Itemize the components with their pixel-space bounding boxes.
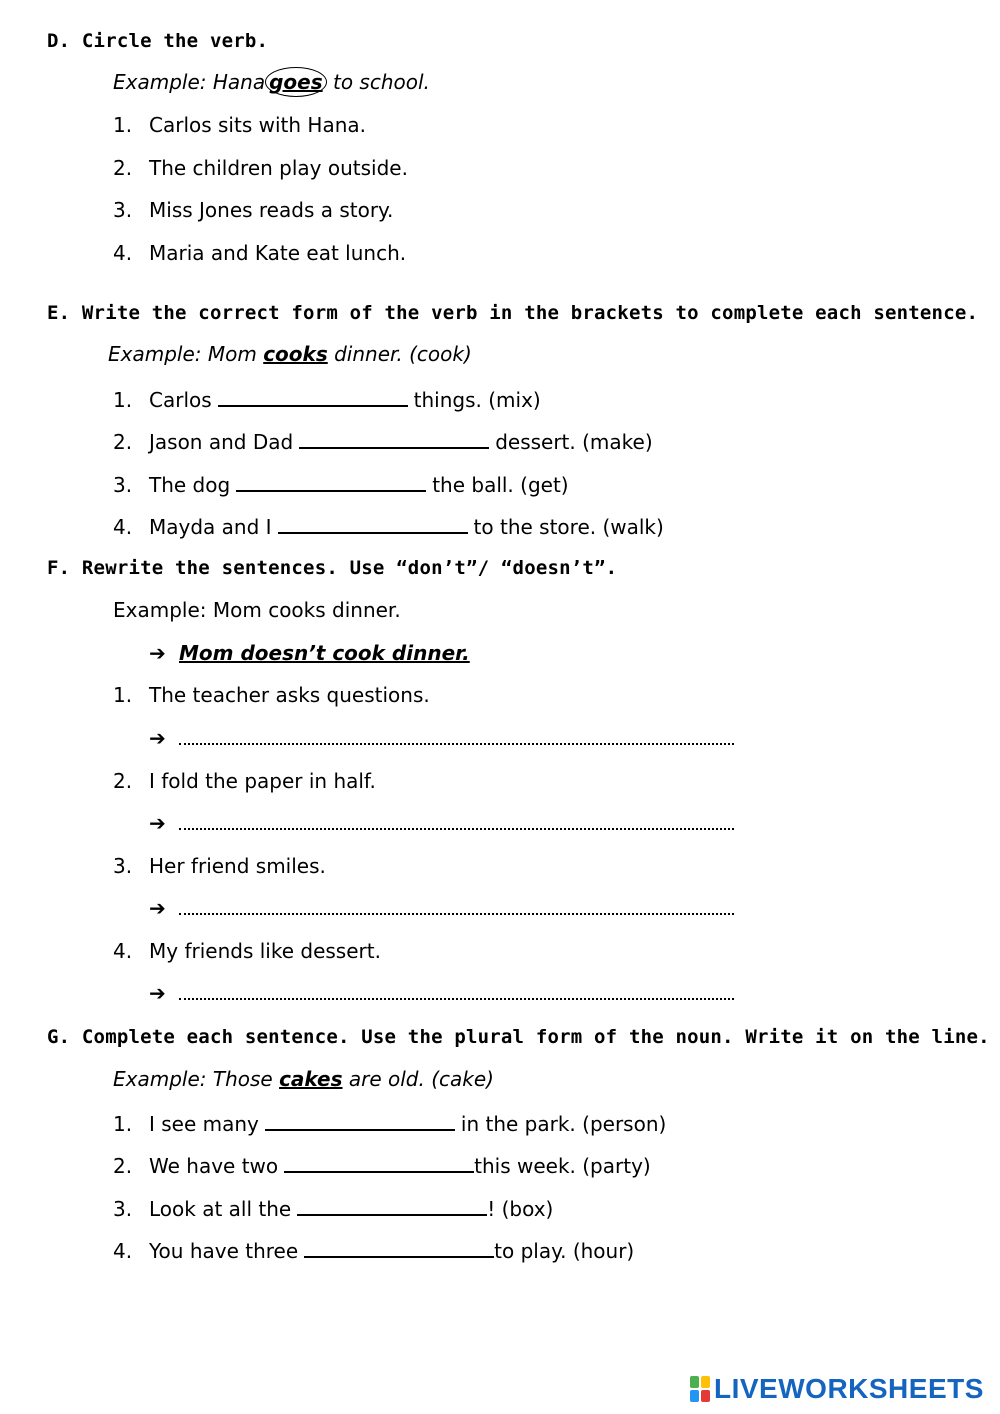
answer-dotted-line[interactable] [179,897,734,915]
item-text: Her friend smiles. [149,854,326,878]
section-f-title: F. Rewrite the sentences. Use “don’t”/ “doesn’t”. [47,557,618,579]
item-text: I fold the paper in half. [149,769,376,793]
item-after: to play. (hour) [494,1239,635,1263]
item-before: Mayda and I [149,515,272,539]
item-number: 2. [113,1154,133,1178]
section-e-item [113,512,664,540]
section-g-item [113,1109,666,1137]
example-suffix: dinner. (cook) [327,342,472,366]
item-text[interactable]: The children play outside. [149,156,408,180]
answer-blank[interactable] [265,1109,455,1131]
logo-square [701,1390,710,1402]
section-g-item [113,1151,651,1179]
section-f-answer-line [149,810,734,836]
item-number: 3. [113,473,133,497]
section-f-answer-line [149,980,734,1006]
item-after: in the park. (person) [460,1112,667,1136]
example-prefix: Example: Those [113,1067,280,1091]
section-f-item [113,768,376,794]
answer-dotted-line[interactable] [179,982,734,1000]
section-f-answer-line [149,725,734,751]
item-number: 3. [113,1197,133,1221]
item-before: Carlos [149,388,212,412]
item-before: Jason and Dad [149,430,294,454]
section-g-item [113,1194,553,1222]
answer-blank[interactable] [278,512,468,534]
arrow-icon: ➔ [149,981,166,1005]
example-prefix: Example: Mom [108,342,264,366]
item-number: 2. [113,430,133,454]
circled-verb: goes [265,67,327,97]
example-answer: cooks [263,342,328,366]
section-e-item [113,427,653,455]
item-number: 4. [113,515,133,539]
item-after: this week. (party) [474,1154,651,1178]
section-f-item [113,853,326,879]
item-text: My friends like dessert. [149,939,381,963]
section-e-item [113,470,569,498]
item-before: You have three [149,1239,299,1263]
answer-blank[interactable] [236,470,426,492]
section-g-title: G. Complete each sentence. Use the plural form of the noun. Write it on the line. [47,1026,990,1048]
item-before: Look at all the [149,1197,292,1221]
logo-square [701,1376,710,1388]
section-d-example [113,69,430,95]
example-prefix: Example: Hana [113,70,266,94]
item-number: 3. [113,198,133,222]
answer-dotted-line[interactable] [179,812,734,830]
item-number: 4. [113,241,133,265]
item-number: 1. [113,113,133,137]
section-g-example [113,1066,494,1092]
item-after: things. (mix) [413,388,541,412]
section-e-item [113,385,541,413]
liveworksheets-logo[interactable] [690,1373,984,1405]
arrow-icon: ➔ [149,896,166,920]
item-after: dessert. (make) [495,430,653,454]
answer-blank[interactable] [304,1236,494,1258]
item-number: 2. [113,156,133,180]
arrow-icon: ➔ [149,641,166,665]
answer-blank[interactable] [284,1151,474,1173]
item-number: 2. [113,769,133,793]
section-f-item [113,938,381,964]
section-f-example-answer [149,640,470,666]
item-after: to the store. (walk) [473,515,664,539]
item-number: 1. [113,388,133,412]
example-answer: cakes [279,1067,343,1091]
item-text[interactable]: Carlos sits with Hana. [149,113,366,137]
item-before: I see many [149,1112,259,1136]
item-after: ! (box) [487,1197,554,1221]
section-e-example [108,341,472,367]
item-number: 3. [113,854,133,878]
example-suffix: are old. (cake) [342,1067,494,1091]
answer-blank[interactable] [218,385,408,407]
item-text[interactable]: Maria and Kate eat lunch. [149,241,407,265]
section-d-item[interactable] [113,155,408,181]
section-f-answer-line [149,895,734,921]
section-f-item [113,682,430,708]
item-number: 1. [113,1112,133,1136]
example-suffix: to school. [326,70,430,94]
answer-blank[interactable] [297,1194,487,1216]
logo-square [690,1390,699,1402]
item-after: the ball. (get) [432,473,569,497]
section-d-item[interactable] [113,112,366,138]
section-e-title: E. Write the correct form of the verb in the brackets to complete each sentence. [47,302,979,324]
section-d-item[interactable] [113,240,406,266]
logo-square [690,1376,699,1388]
item-number: 4. [113,939,133,963]
section-d-item[interactable] [113,197,393,223]
item-number: 1. [113,683,133,707]
example-answer: Mom doesn’t cook dinner. [179,641,470,665]
logo-mark-icon [690,1376,710,1402]
section-g-item [113,1236,634,1264]
answer-dotted-line[interactable] [179,727,734,745]
item-text[interactable]: Miss Jones reads a story. [149,198,394,222]
item-before: We have two [149,1154,279,1178]
answer-blank[interactable] [299,427,489,449]
item-number: 4. [113,1239,133,1263]
arrow-icon: ➔ [149,811,166,835]
item-text: The teacher asks questions. [149,683,430,707]
item-before: The dog [149,473,231,497]
section-d-title: D. Circle the verb. [47,30,269,52]
section-f-example: Example: Mom cooks dinner. [113,598,401,622]
arrow-icon: ➔ [149,726,166,750]
logo-text: LIVEWORKSHEETS [714,1373,984,1404]
